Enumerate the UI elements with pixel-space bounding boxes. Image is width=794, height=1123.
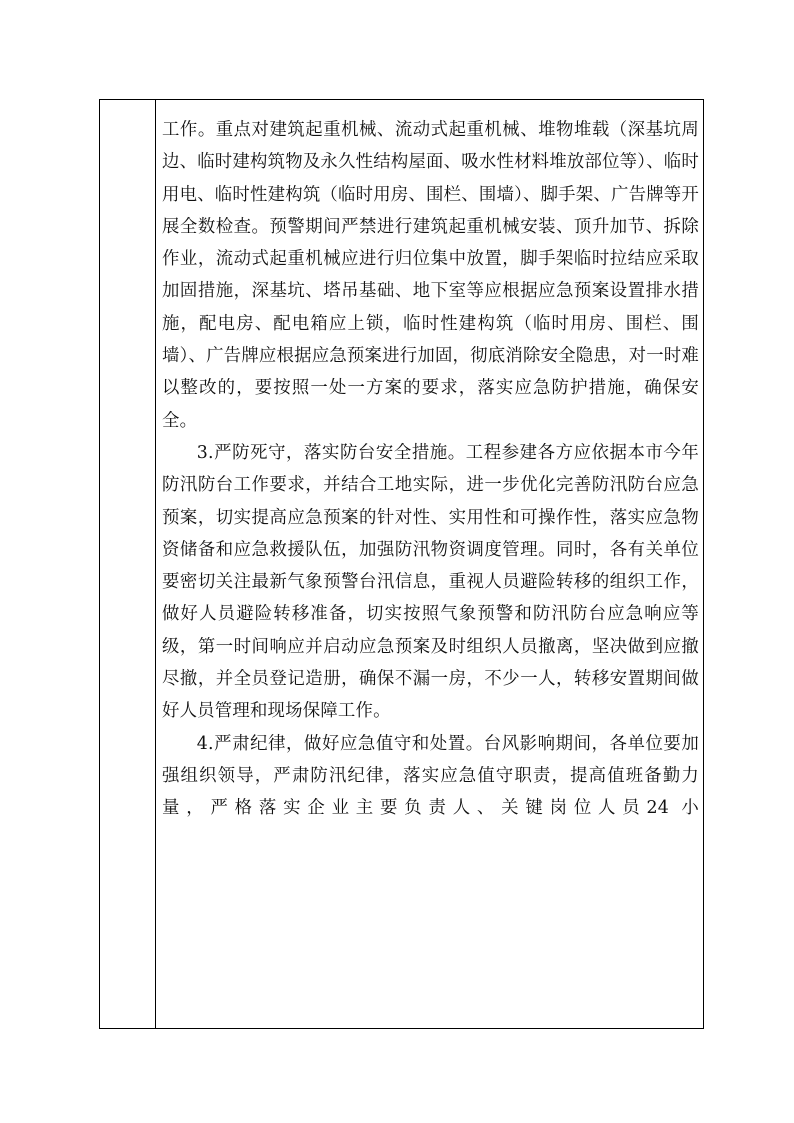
document-table — [99, 99, 704, 1029]
paragraph-emergency-duty: 4.严肃纪律，做好应急值守和处置。台风影响期间，各单位要加强组织领导，严肃防汛纪律，落实应急值守职责，提高值班备勤力量，严格落实企业主要负责人、关键岗位人员24 小 — [162, 733, 699, 819]
table-left-column — [100, 100, 156, 1028]
paragraph-inspection-work: 工作。重点对建筑起重机械、流动式起重机械、堆物堆载（深基坑周边、临时建构筑物及永久性结构屋面、吸水性材料堆放部位等）、临时用电、临时性建构筑（临时用房、围栏、围墙）、脚手架、广告牌等开展全数检查。预警期间严禁进行建筑起重机械安装、顶升加节、拆除作业，流动式起重机械应进行归位集中放置，脚手架临时拉结应采取加固措施，深基坑、塔吊基础、地下室等应根据应急预案设置排水措施，配电房、配电箱应上锁，临时性建构筑（临时用房、围栏、围墙）、广告牌应根据应急预案进行加固，彻底消除安全隐患，对一时难以整改的，要按照一处一方案的要求，落实应急防护措施，确保安全。 — [162, 120, 699, 431]
paragraph-typhoon-safety-measures: 3.严防死守，落实防台安全措施。工程参建各方应依据本市今年防汛防台工作要求，并结合工地实际，进一步优化完善防汛防台应急预案，切实提高应急预案的针对性、实用性和可操作性，落实应急物资储备和应急救援队伍，加强防汛物资调度管理。同时，各有关单位要密切关注最新气象预警台汛信息，重视人员避险转移的组织工作，做好人员避险转移准备，切实按照气象预警和防汛防台应急响应等级，第一时间响应并启动应急预案及时组织人员撤离，坚决做到应撤尽撤，并全员登记造册，确保不漏一房，不少一人，转移安置期间做好人员管理和现场保障工作。 — [162, 442, 699, 722]
table-content-cell — [156, 100, 703, 1028]
